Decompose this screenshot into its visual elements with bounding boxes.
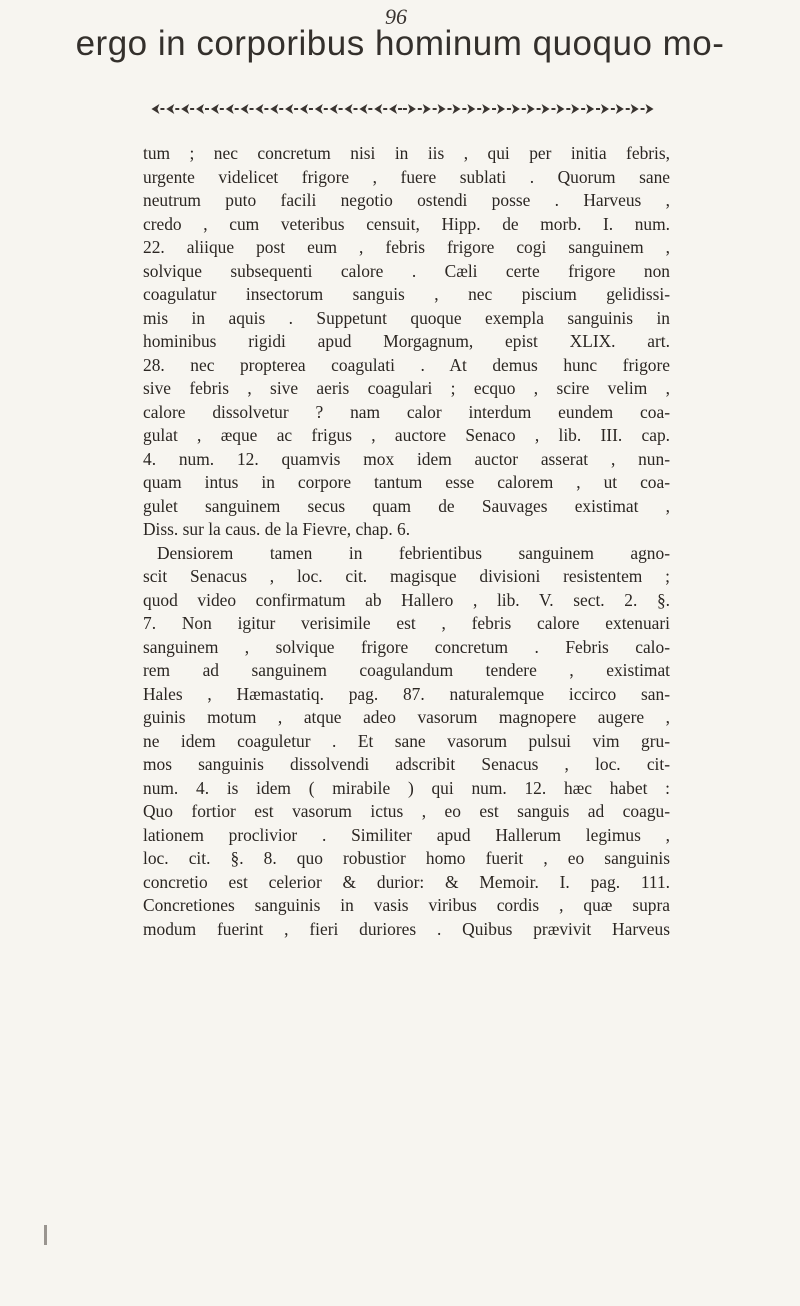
ornament-glyph [255,104,268,114]
text-line: 28. nec propterea coagulati . At demus hunc frigore [143,354,670,375]
ornament-glyph [596,104,609,114]
ornament-glyph [151,104,164,114]
text-line: concretio est celerior & durior: & Memoir. I. pag. 111. [143,871,670,892]
text-line: ne idem coaguletur . Et sane vasorum pulsui vim gru- [143,730,670,751]
text-line: num. 4. is idem ( mirabile ) qui num. 12. hæc habet : [143,777,670,798]
text-line: mis in aquis . Suppetunt quoque exempla sanguinis in [143,307,670,328]
text-line: mos sanguinis dissolvendi adscribit Senacus , loc. cit- [143,754,670,774]
text-line: hominibus rigidi apud Morgagnum, epist XLIX. art. [143,331,670,351]
ornament-glyph [241,104,254,114]
text-line: quam intus in corpore tantum esse calorem , ut coa- [143,472,670,492]
page-number: 96 [385,4,407,29]
text-line: rem ad sanguinem coagulandum tendere , existimat [143,660,670,680]
text-line: quod video confirmatum ab Hallero , lib. V. sect. 2. §. [143,589,670,610]
body-text [143,142,670,941]
text-line: sanguinem , solvique frigore concretum . Febris calo- [143,636,670,657]
ornament-glyph [477,104,490,114]
ornament-rule-icon [150,102,655,116]
text-line: solvique subsequenti calore . Cæli certe frigore non [143,260,670,281]
ornament-glyph [641,104,654,114]
ornament-glyph [330,104,343,114]
ornament-glyph [433,104,446,114]
margin-mark [44,1225,47,1245]
running-head: ergo in corporibus hominum quoquo mo- [75,24,725,63]
text-line: gulet sanguinem secus quam de Sauvages existimat , [143,495,670,516]
text-line: sive febris , sive aeris coagulari ; ecquo , scire velim , [143,378,670,398]
text-line: Diss. sur la caus. de la Fievre, chap. 6. [143,519,411,539]
text-line: 7. Non igitur verisimile est , febris calore extenuari [143,613,670,633]
text-line: Concretiones sanguinis in vasis viribus cordis , quæ supra [143,895,670,915]
ornament-glyph [359,104,372,114]
ornament-glyph [226,104,239,114]
ornament-glyph [492,104,505,114]
text-line: guinis motum , atque adeo vasorum magnopere augere , [143,707,670,727]
ornament-glyph [196,104,209,114]
text-line: gulat , æque ac frigus , auctore Senaco , lib. III. cap. [143,425,670,445]
ornament-glyph [166,104,179,114]
ornament-glyph [211,104,224,114]
text-line: neutrum puto facili negotio ostendi posse . Harveus , [143,190,670,210]
ornament-glyph [447,104,460,114]
text-line: Quo fortior est vasorum ictus , eo est sanguis ad coagu- [143,801,670,821]
ornament-glyph [270,104,283,114]
text-line: 4. num. 12. quamvis mox idem auctor asserat , nun- [143,448,670,469]
ornament-glyph [315,104,328,114]
ornament-glyph [566,104,579,114]
ornament-glyph [345,104,358,114]
ornament-glyph [403,104,416,114]
ornament-glyph [507,104,520,114]
ornament-glyph [418,104,431,114]
ornament-glyph [581,104,594,114]
text-line: coagulatur insectorum sanguis , nec piscium gelidissi- [143,284,670,304]
text-line: Densiorem tamen in febrientibus sanguinem agno- [157,542,670,563]
ornament-glyph [537,104,550,114]
ornament-glyph [551,104,564,114]
text-line: 22. aliique post eum , febris frigore cogi sanguinem , [143,237,670,257]
text-line: Hales , Hæmastatiq. pag. 87. naturalemque iccirco san- [143,683,670,704]
ornament-glyph [389,104,402,114]
ornament-glyph [300,104,313,114]
ornament-glyph [374,104,387,114]
ornament-glyph [611,104,624,114]
text-line: credo , cum veteribus censuit, Hipp. de morb. I. num. [143,213,670,234]
text-line: tum ; nec concretum nisi in iis , qui per initia febris, [143,143,670,163]
text-line: calore dissolvetur ? nam calor interdum eundem coa- [143,401,670,422]
text-line: loc. cit. §. 8. quo robustior homo fuerit , eo sanguinis [143,848,670,868]
ornament-glyph [285,104,298,114]
text-line: lationem proclivior . Similiter apud Hallerum legimus , [143,824,670,845]
ornament-glyph [626,104,639,114]
text-line: scit Senacus , loc. cit. magisque divisioni resistentem ; [143,566,670,586]
text-line: urgente videlicet frigore , fuere sublati . Quorum sane [143,166,670,187]
ornament-glyph [462,104,475,114]
ornament-glyph [181,104,194,114]
text-line: modum fuerint , fieri duriores . Quibus prævivit Harveus [143,918,670,939]
ornament-glyph [522,104,535,114]
